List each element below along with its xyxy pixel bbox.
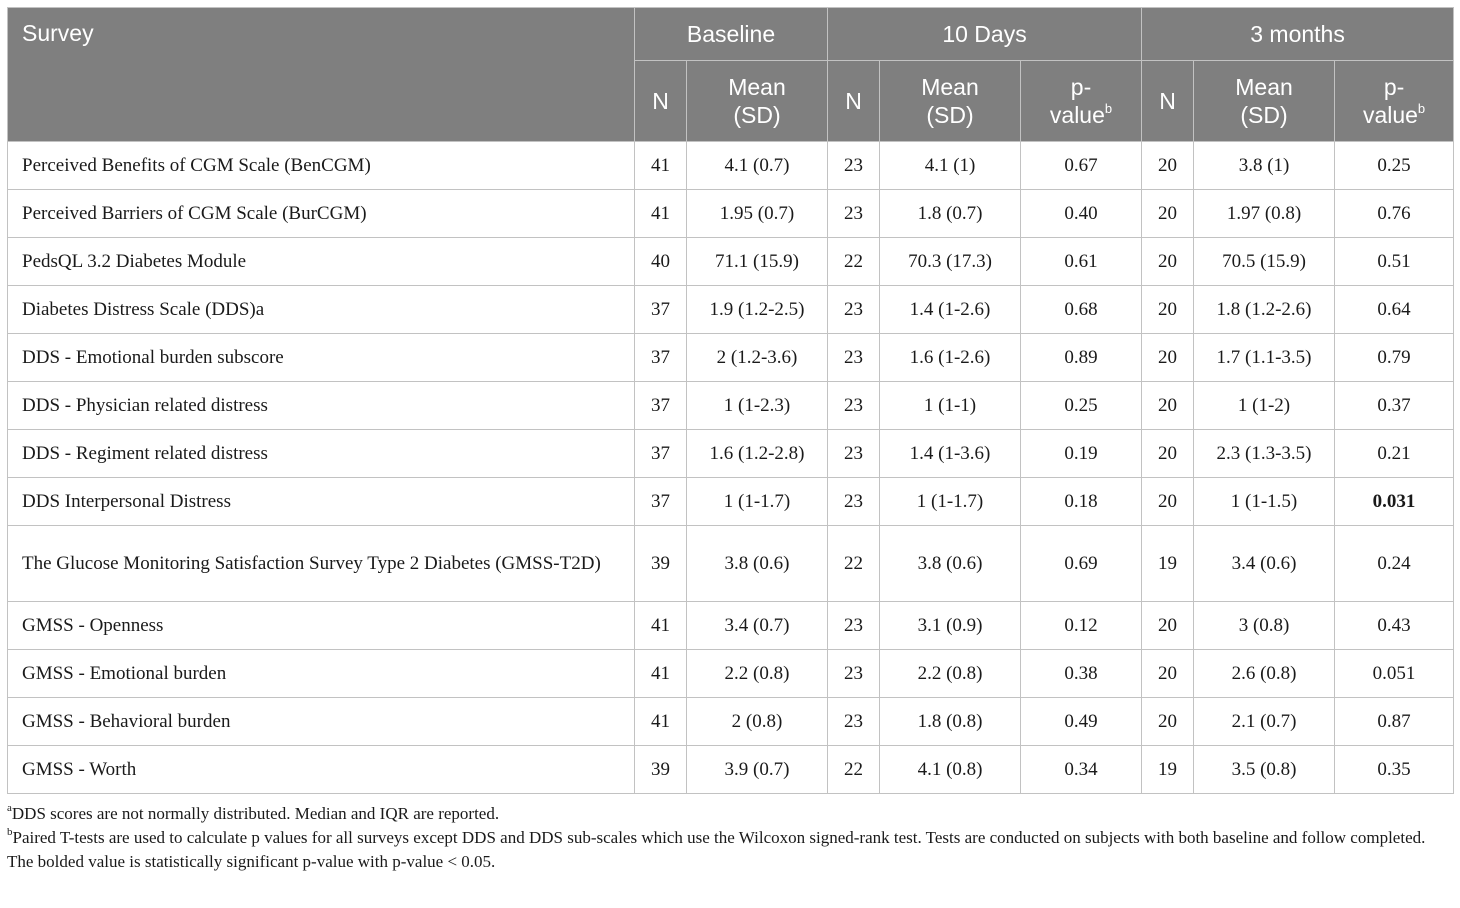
ten-days-mean-cell: 1 (1-1.7) bbox=[880, 478, 1021, 526]
ten-days-mean-cell: 70.3 (17.3) bbox=[880, 238, 1021, 286]
baseline-n-cell: 37 bbox=[635, 478, 687, 526]
three-months-n-cell: 19 bbox=[1142, 746, 1194, 794]
three-months-p-value-cell: 0.64 bbox=[1335, 286, 1454, 334]
survey-name-cell: Diabetes Distress Scale (DDS)a bbox=[8, 286, 635, 334]
three-months-n-cell: 20 bbox=[1142, 478, 1194, 526]
baseline-n-cell: 41 bbox=[635, 698, 687, 746]
ten-days-mean-cell: 1 (1-1) bbox=[880, 382, 1021, 430]
table-body bbox=[8, 142, 1454, 794]
three-months-mean-cell: 1 (1-1.5) bbox=[1194, 478, 1335, 526]
three-months-mean-cell: 1.97 (0.8) bbox=[1194, 190, 1335, 238]
baseline-n-cell: 41 bbox=[635, 190, 687, 238]
three-months-p-value-header: p- value$^b$ bbox=[1335, 61, 1454, 142]
three-months-n-cell: 20 bbox=[1142, 650, 1194, 698]
ten-days-mean-cell: 1.8 (0.8) bbox=[880, 698, 1021, 746]
baseline-mean-cell: 1 (1-1.7) bbox=[687, 478, 828, 526]
ten-days-n-cell: 23 bbox=[828, 478, 880, 526]
survey-name-cell: DDS - Regiment related distress bbox=[8, 430, 635, 478]
ten-days-p-value-cell: 0.34 bbox=[1021, 746, 1142, 794]
ten-days-mean-cell: 4.1 (0.8) bbox=[880, 746, 1021, 794]
three-months-n-cell: 20 bbox=[1142, 286, 1194, 334]
table-footnotes bbox=[7, 802, 1453, 874]
baseline-n-cell: 41 bbox=[635, 650, 687, 698]
survey-name-cell: DDS - Physician related distress bbox=[8, 382, 635, 430]
survey-column-header: Survey bbox=[8, 8, 635, 142]
three-months-n-cell: 20 bbox=[1142, 430, 1194, 478]
table-row bbox=[8, 526, 1454, 602]
survey-results-table bbox=[7, 7, 1454, 794]
footnote-b bbox=[7, 826, 1453, 850]
baseline-mean-cell: 1 (1-2.3) bbox=[687, 382, 828, 430]
table-row bbox=[8, 142, 1454, 190]
footnote-a-text: DDS scores are not normally distributed. Median and IQR are reported. bbox=[11, 804, 500, 823]
ten-days-n-cell: 23 bbox=[828, 286, 880, 334]
baseline-n-cell: 41 bbox=[635, 142, 687, 190]
ten-days-n-cell: 22 bbox=[828, 746, 880, 794]
three-months-mean-cell: 1.8 (1.2-2.6) bbox=[1194, 286, 1335, 334]
three-months-p-value-cell: 0.76 bbox=[1335, 190, 1454, 238]
ten-days-p-value-cell: 0.18 bbox=[1021, 478, 1142, 526]
three-months-group-header: 3 months bbox=[1142, 8, 1454, 61]
ten-days-p-value-cell: 0.89 bbox=[1021, 334, 1142, 382]
three-months-n-cell: 20 bbox=[1142, 602, 1194, 650]
ten-days-mean-cell: 1.4 (1-2.6) bbox=[880, 286, 1021, 334]
three-months-n-cell: 20 bbox=[1142, 238, 1194, 286]
baseline-mean-cell: 2 (0.8) bbox=[687, 698, 828, 746]
three-months-n-cell: 19 bbox=[1142, 526, 1194, 602]
table-header bbox=[8, 8, 1454, 142]
baseline-mean-cell: 4.1 (0.7) bbox=[687, 142, 828, 190]
table-row bbox=[8, 698, 1454, 746]
baseline-group-header: Baseline bbox=[635, 8, 828, 61]
significance-note: The bolded value is statistically significant p-value with p-value < 0.05. bbox=[7, 852, 496, 871]
baseline-mean-cell: 3.9 (0.7) bbox=[687, 746, 828, 794]
three-months-mean-cell: 2.3 (1.3-3.5) bbox=[1194, 430, 1335, 478]
baseline-mean-cell: 3.8 (0.6) bbox=[687, 526, 828, 602]
three-months-mean-cell: 2.1 (0.7) bbox=[1194, 698, 1335, 746]
survey-name-cell: GMSS - Worth bbox=[8, 746, 635, 794]
baseline-mean-cell: 2.2 (0.8) bbox=[687, 650, 828, 698]
three-months-mean-header: Mean (SD) bbox=[1194, 61, 1335, 142]
baseline-n-cell: 37 bbox=[635, 286, 687, 334]
table-row bbox=[8, 478, 1454, 526]
ten-days-n-header: N bbox=[828, 61, 880, 142]
baseline-n-cell: 37 bbox=[635, 430, 687, 478]
survey-name-cell: GMSS - Openness bbox=[8, 602, 635, 650]
three-months-n-cell: 20 bbox=[1142, 190, 1194, 238]
three-months-mean-cell: 1.7 (1.1-3.5) bbox=[1194, 334, 1335, 382]
ten-days-n-cell: 23 bbox=[828, 190, 880, 238]
three-months-mean-cell: 3 (0.8) bbox=[1194, 602, 1335, 650]
three-months-mean-cell: 2.6 (0.8) bbox=[1194, 650, 1335, 698]
survey-name-cell: Perceived Benefits of CGM Scale (BenCGM) bbox=[8, 142, 635, 190]
three-months-p-value-cell: 0.79 bbox=[1335, 334, 1454, 382]
ten-days-mean-cell: 1.6 (1-2.6) bbox=[880, 334, 1021, 382]
three-months-p-value-cell: 0.35 bbox=[1335, 746, 1454, 794]
three-months-mean-cell: 3.4 (0.6) bbox=[1194, 526, 1335, 602]
baseline-mean-cell: 3.4 (0.7) bbox=[687, 602, 828, 650]
ten-days-p-value-cell: 0.25 bbox=[1021, 382, 1142, 430]
three-months-p-value-cell: 0.051 bbox=[1335, 650, 1454, 698]
three-months-n-header: N bbox=[1142, 61, 1194, 142]
table-row bbox=[8, 430, 1454, 478]
table-row bbox=[8, 238, 1454, 286]
three-months-p-value-cell: 0.37 bbox=[1335, 382, 1454, 430]
ten-days-p-value-cell: 0.68 bbox=[1021, 286, 1142, 334]
baseline-mean-cell: 1.95 (0.7) bbox=[687, 190, 828, 238]
footnote-b-mark: b bbox=[7, 826, 13, 839]
ten-days-mean-cell: 3.8 (0.6) bbox=[880, 526, 1021, 602]
ten-days-n-cell: 23 bbox=[828, 698, 880, 746]
ten-days-n-cell: 23 bbox=[828, 430, 880, 478]
survey-name-cell: Perceived Barriers of CGM Scale (BurCGM) bbox=[8, 190, 635, 238]
three-months-p-value-cell: 0.25 bbox=[1335, 142, 1454, 190]
three-months-mean-cell: 3.8 (1) bbox=[1194, 142, 1335, 190]
ten-days-group-header: 10 Days bbox=[828, 8, 1142, 61]
baseline-n-cell: 39 bbox=[635, 746, 687, 794]
three-months-n-cell: 20 bbox=[1142, 334, 1194, 382]
survey-name-cell: PedsQL 3.2 Diabetes Module bbox=[8, 238, 635, 286]
survey-name-cell: GMSS - Behavioral burden bbox=[8, 698, 635, 746]
ten-days-n-cell: 23 bbox=[828, 334, 880, 382]
three-months-p-value-cell-significant: 0.031 bbox=[1335, 478, 1454, 526]
baseline-mean-cell: 1.6 (1.2-2.8) bbox=[687, 430, 828, 478]
table-row bbox=[8, 746, 1454, 794]
footnote-a bbox=[7, 802, 1453, 826]
ten-days-n-cell: 22 bbox=[828, 526, 880, 602]
ten-days-mean-cell: 1.4 (1-3.6) bbox=[880, 430, 1021, 478]
table-row bbox=[8, 602, 1454, 650]
results-table-container bbox=[7, 7, 1453, 874]
footnote-a-mark: a bbox=[7, 802, 12, 815]
ten-days-mean-cell: 1.8 (0.7) bbox=[880, 190, 1021, 238]
three-months-n-cell: 20 bbox=[1142, 142, 1194, 190]
ten-days-p-value-cell: 0.12 bbox=[1021, 602, 1142, 650]
three-months-n-cell: 20 bbox=[1142, 382, 1194, 430]
ten-days-n-cell: 23 bbox=[828, 650, 880, 698]
ten-days-mean-cell: 4.1 (1) bbox=[880, 142, 1021, 190]
survey-name-cell: GMSS - Emotional burden bbox=[8, 650, 635, 698]
baseline-n-cell: 40 bbox=[635, 238, 687, 286]
ten-days-mean-header: Mean (SD) bbox=[880, 61, 1021, 142]
three-months-p-value-cell: 0.43 bbox=[1335, 602, 1454, 650]
baseline-n-header: N bbox=[635, 61, 687, 142]
baseline-mean-cell: 71.1 (15.9) bbox=[687, 238, 828, 286]
baseline-n-cell: 37 bbox=[635, 382, 687, 430]
ten-days-n-cell: 23 bbox=[828, 382, 880, 430]
three-months-p-value-cell: 0.21 bbox=[1335, 430, 1454, 478]
three-months-p-value-cell: 0.24 bbox=[1335, 526, 1454, 602]
ten-days-p-value-cell: 0.61 bbox=[1021, 238, 1142, 286]
table-row bbox=[8, 334, 1454, 382]
table-row bbox=[8, 650, 1454, 698]
baseline-n-cell: 39 bbox=[635, 526, 687, 602]
ten-days-p-value-cell: 0.69 bbox=[1021, 526, 1142, 602]
ten-days-p-value-cell: 0.49 bbox=[1021, 698, 1142, 746]
baseline-mean-header: Mean (SD) bbox=[687, 61, 828, 142]
three-months-mean-cell: 1 (1-2) bbox=[1194, 382, 1335, 430]
baseline-mean-cell: 1.9 (1.2-2.5) bbox=[687, 286, 828, 334]
ten-days-n-cell: 23 bbox=[828, 602, 880, 650]
three-months-n-cell: 20 bbox=[1142, 698, 1194, 746]
ten-days-n-cell: 22 bbox=[828, 238, 880, 286]
baseline-mean-cell: 2 (1.2-3.6) bbox=[687, 334, 828, 382]
three-months-mean-cell: 70.5 (15.9) bbox=[1194, 238, 1335, 286]
baseline-n-cell: 37 bbox=[635, 334, 687, 382]
table-row bbox=[8, 286, 1454, 334]
survey-name-cell: DDS - Emotional burden subscore bbox=[8, 334, 635, 382]
survey-name-cell: DDS Interpersonal Distress bbox=[8, 478, 635, 526]
ten-days-p-value-cell: 0.40 bbox=[1021, 190, 1142, 238]
ten-days-p-value-cell: 0.19 bbox=[1021, 430, 1142, 478]
ten-days-p-value-cell: 0.67 bbox=[1021, 142, 1142, 190]
three-months-mean-cell: 3.5 (0.8) bbox=[1194, 746, 1335, 794]
three-months-p-value-cell: 0.87 bbox=[1335, 698, 1454, 746]
ten-days-p-value-header: p- value$^b$ bbox=[1021, 61, 1142, 142]
table-row bbox=[8, 190, 1454, 238]
footnote-b-text: Paired T-tests are used to calculate p values for all surveys except DDS and DDS sub-scales which use the Wilcoxon signed-rank test. Tests are conducted on subjects with both baseline and follow completed. bbox=[12, 828, 1426, 847]
ten-days-mean-cell: 3.1 (0.9) bbox=[880, 602, 1021, 650]
table-row bbox=[8, 382, 1454, 430]
ten-days-mean-cell: 2.2 (0.8) bbox=[880, 650, 1021, 698]
ten-days-p-value-cell: 0.38 bbox=[1021, 650, 1142, 698]
ten-days-n-cell: 23 bbox=[828, 142, 880, 190]
survey-name-cell: The Glucose Monitoring Satisfaction Survey Type 2 Diabetes (GMSS-T2D) bbox=[8, 526, 635, 602]
three-months-p-value-cell: 0.51 bbox=[1335, 238, 1454, 286]
baseline-n-cell: 41 bbox=[635, 602, 687, 650]
